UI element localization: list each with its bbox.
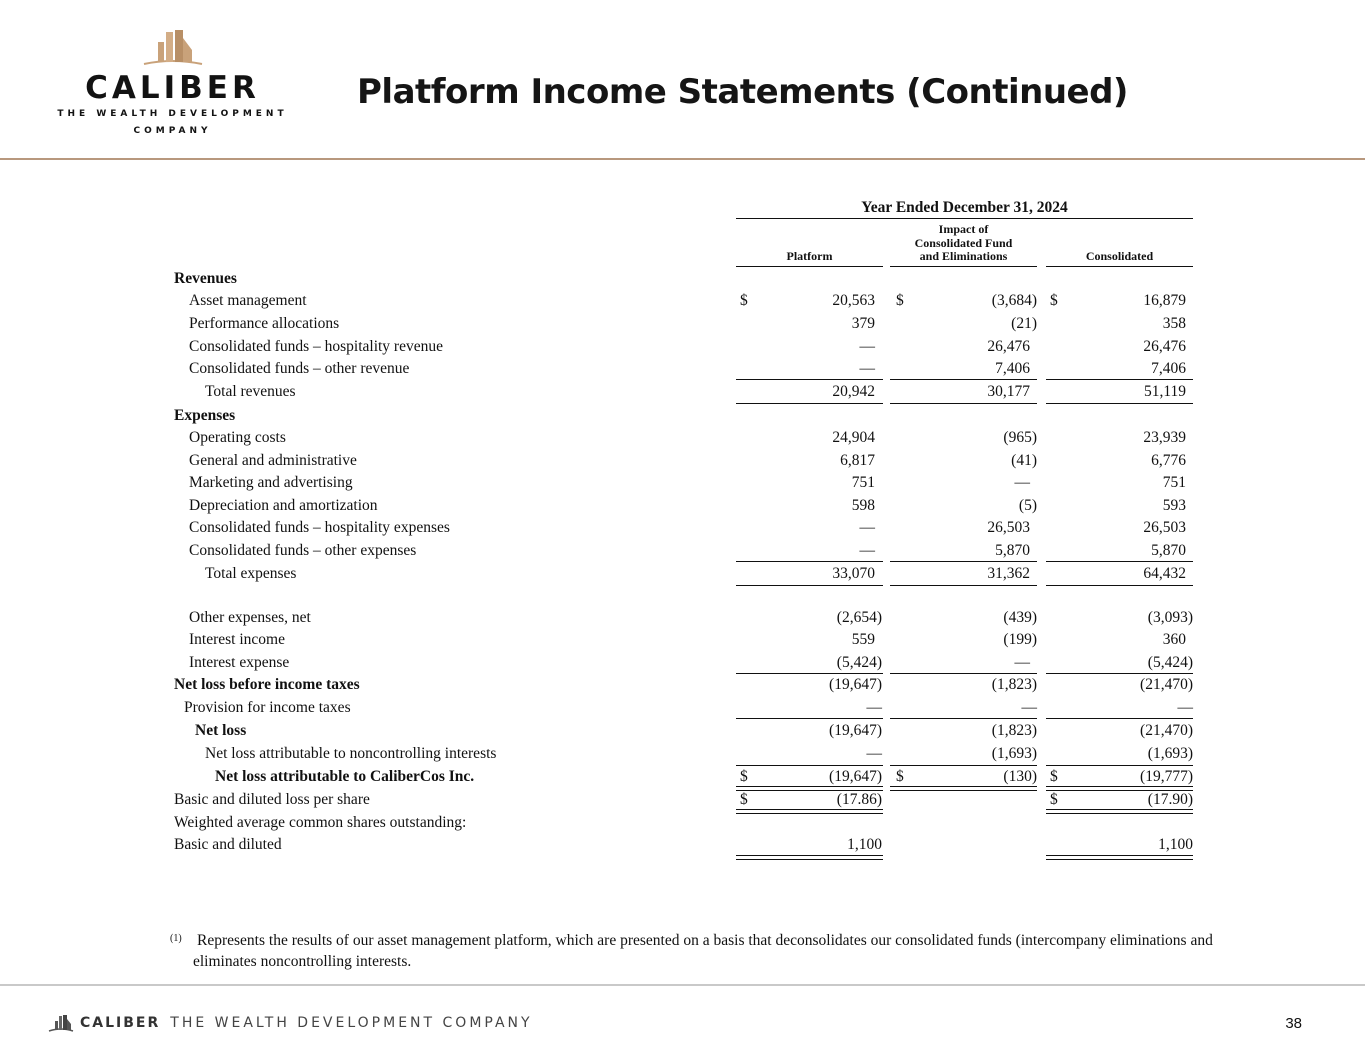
row-label: Consolidated funds – other revenue [189, 360, 410, 377]
row-label: Consolidated funds – hospitality expenses [189, 519, 450, 536]
row-label: Net loss attributable to noncontrolling interests [205, 745, 497, 762]
col-header-impact-line1: Impact of [938, 222, 989, 236]
table-row [0, 607, 1365, 629]
dollar-sign: $ [1050, 768, 1058, 785]
impact-value: (1,823) [991, 722, 1037, 739]
col-rule [1046, 266, 1193, 267]
consolidated-value: 751 [1162, 474, 1186, 491]
total-rule [890, 403, 1037, 404]
platform-value: (5,424) [836, 654, 882, 671]
impact-value: — [1014, 654, 1030, 671]
impact-value: (1,823) [991, 676, 1037, 693]
table-row [0, 313, 1365, 335]
table-row [0, 358, 1365, 380]
platform-value: — [859, 360, 875, 377]
table-row [0, 766, 1365, 788]
footer-tagline: THE WEALTH DEVELOPMENT COMPANY [170, 1015, 533, 1031]
impact-value: 5,870 [995, 542, 1030, 559]
platform-value: (17.86) [836, 791, 882, 808]
consolidated-value: 358 [1162, 315, 1186, 332]
dollar-sign: $ [740, 791, 748, 808]
table-row [0, 405, 1365, 427]
row-label: General and administrative [189, 452, 357, 469]
subtotal-rule [890, 718, 1037, 719]
impact-value: (41) [1011, 452, 1037, 469]
platform-value: 20,563 [832, 292, 875, 309]
consolidated-value: 16,879 [1143, 292, 1186, 309]
table-row [0, 652, 1365, 674]
period-rule [736, 218, 1193, 219]
dollar-sign: $ [740, 768, 748, 785]
table-row [0, 629, 1365, 651]
total-rule [890, 585, 1037, 586]
table-row [0, 812, 1365, 834]
consolidated-value: (17.90) [1147, 791, 1193, 808]
table-row [0, 517, 1365, 539]
platform-value: 1,100 [847, 836, 882, 853]
footnote-marker: (1) [170, 933, 182, 944]
row-label: Operating costs [189, 429, 286, 446]
table-row [0, 495, 1365, 517]
consolidated-value: 1,100 [1158, 836, 1193, 853]
table-row [0, 834, 1365, 856]
logo-tagline: THE WEALTH DEVELOPMENT [57, 109, 288, 119]
impact-value: (5) [1018, 497, 1037, 514]
consolidated-value: (3,093) [1147, 609, 1193, 626]
col-header-impact [890, 223, 1037, 264]
platform-value: (19,647) [829, 722, 882, 739]
row-label: Interest income [189, 631, 285, 648]
impact-value: — [1021, 699, 1037, 716]
dollar-sign: $ [896, 292, 904, 309]
row-label: Asset management [189, 292, 307, 309]
row-label: Depreciation and amortization [189, 497, 378, 514]
row-label: Interest expense [189, 654, 290, 671]
table-row [0, 540, 1365, 562]
row-label: Net loss [195, 722, 247, 739]
subtotal-rule [890, 561, 1037, 562]
total-rule [1046, 585, 1193, 586]
page-number: 38 [1285, 1015, 1302, 1032]
double-rule [1046, 855, 1193, 860]
row-label: Performance allocations [189, 315, 340, 332]
table-row [0, 381, 1365, 403]
platform-value: — [859, 338, 875, 355]
row-label: Total revenues [205, 383, 296, 400]
consolidated-value: 51,119 [1143, 383, 1186, 400]
period-header: Year Ended December 31, 2024 [861, 199, 1068, 216]
dollar-sign: $ [1050, 292, 1058, 309]
building-logo-icon [142, 28, 204, 66]
logo-tagline-2: COMPANY [133, 126, 212, 136]
consolidated-value: — [1177, 699, 1193, 716]
table-row [0, 427, 1365, 449]
col-header-platform: Platform [786, 249, 833, 263]
col-header-impact-line2: Consolidated Fund [914, 235, 1013, 250]
platform-value: 751 [851, 474, 875, 491]
row-label: Marketing and advertising [189, 474, 353, 491]
consolidated-value: (19,777) [1140, 768, 1193, 785]
table-row [0, 450, 1365, 472]
consolidated-value: 64,432 [1143, 565, 1186, 582]
subtotal-rule [1046, 718, 1193, 719]
row-label: Revenues [174, 270, 237, 287]
dollar-sign: $ [740, 292, 748, 309]
subtotal-rule [1046, 561, 1193, 562]
consolidated-value: (21,470) [1140, 722, 1193, 739]
double-rule [736, 855, 883, 860]
consolidated-value: 23,939 [1143, 429, 1186, 446]
consolidated-value: 7,406 [1151, 360, 1186, 377]
dollar-sign: $ [1050, 791, 1058, 808]
platform-value: (2,654) [836, 609, 882, 626]
platform-value: 24,904 [832, 429, 875, 446]
consolidated-value: (21,470) [1140, 676, 1193, 693]
platform-value: — [859, 519, 875, 536]
row-label: Other expenses, net [189, 609, 311, 626]
row-label: Consolidated funds – hospitality revenue [189, 338, 443, 355]
row-label: Net loss attributable to CaliberCos Inc. [215, 768, 475, 785]
logo-wordmark: CALIBER [85, 70, 260, 106]
impact-value: (1,693) [991, 745, 1037, 762]
total-rule [736, 585, 883, 586]
impact-value: (21) [1011, 315, 1037, 332]
subtotal-rule [736, 561, 883, 562]
footnote [170, 930, 1230, 972]
impact-value: (965) [1003, 429, 1037, 446]
impact-value: (130) [1003, 768, 1037, 785]
impact-value: 30,177 [987, 383, 1030, 400]
total-rule [1046, 403, 1193, 404]
impact-value: 31,362 [987, 565, 1030, 582]
table-row [0, 290, 1365, 312]
subtotal-rule [890, 379, 1037, 380]
subtotal-rule [736, 379, 883, 380]
page-title: Platform Income Statements (Continued) [357, 72, 1128, 112]
row-label: Total expenses [205, 565, 297, 582]
platform-value: (19,647) [829, 676, 882, 693]
footer-brand [48, 1014, 533, 1032]
platform-value: 559 [851, 631, 875, 648]
platform-value: 33,070 [832, 565, 875, 582]
col-rule [736, 266, 883, 267]
row-label: Consolidated funds – other expenses [189, 542, 417, 559]
total-rule [736, 403, 883, 404]
impact-value: 7,406 [995, 360, 1030, 377]
consolidated-value: (1,693) [1147, 745, 1193, 762]
col-rule [890, 266, 1037, 267]
consolidated-value: 593 [1162, 497, 1186, 514]
caliber-logo [50, 28, 295, 138]
consolidated-value: 360 [1162, 631, 1186, 648]
table-row [0, 336, 1365, 358]
row-label: Basic and diluted loss per share [174, 791, 370, 808]
platform-value: — [866, 745, 882, 762]
col-header-impact-line3: and Eliminations [919, 249, 1008, 263]
impact-value: (199) [1003, 631, 1037, 648]
impact-value: 26,476 [987, 338, 1030, 355]
table-row [0, 563, 1365, 585]
row-label: Provision for income taxes [184, 699, 351, 716]
platform-value: 379 [851, 315, 875, 332]
impact-value: (3,684) [991, 292, 1037, 309]
row-label: Weighted average common shares outstanding: [174, 814, 467, 831]
subtotal-rule [1046, 379, 1193, 380]
row-label: Net loss before income taxes [174, 676, 360, 693]
platform-value: — [866, 699, 882, 716]
row-label: Expenses [174, 407, 236, 424]
table-row [0, 720, 1365, 742]
consolidated-value: (5,424) [1147, 654, 1193, 671]
building-logo-icon [48, 1014, 74, 1032]
consolidated-value: 5,870 [1151, 542, 1186, 559]
table-row [0, 472, 1365, 494]
row-label: Basic and diluted [174, 836, 282, 853]
table-row [0, 268, 1365, 290]
consolidated-value: 6,776 [1151, 452, 1186, 469]
col-header-consolidated: Consolidated [1085, 249, 1154, 263]
platform-value: 20,942 [832, 383, 875, 400]
subtotal-rule [736, 718, 883, 719]
consolidated-value: 26,503 [1143, 519, 1186, 536]
dollar-sign: $ [896, 768, 904, 785]
platform-value: — [859, 542, 875, 559]
header-divider [0, 158, 1365, 160]
platform-value: (19,647) [829, 768, 882, 785]
table-row [0, 789, 1365, 811]
table-row [0, 743, 1365, 765]
platform-value: 6,817 [840, 452, 875, 469]
footer-brand-word: CALIBER [80, 1015, 161, 1031]
impact-value: — [1014, 474, 1030, 491]
footer-divider [0, 984, 1365, 986]
platform-value: 598 [851, 497, 875, 514]
table-row [0, 697, 1365, 719]
impact-value: (439) [1003, 609, 1037, 626]
impact-value: 26,503 [987, 519, 1030, 536]
table-row [0, 674, 1365, 696]
consolidated-value: 26,476 [1143, 338, 1186, 355]
footnote-text: Represents the results of our asset management platform, which are presented on a basis that deconsolidates our consolidated funds (intercompany eliminations and eliminates noncontrolling interests. [193, 932, 1213, 970]
